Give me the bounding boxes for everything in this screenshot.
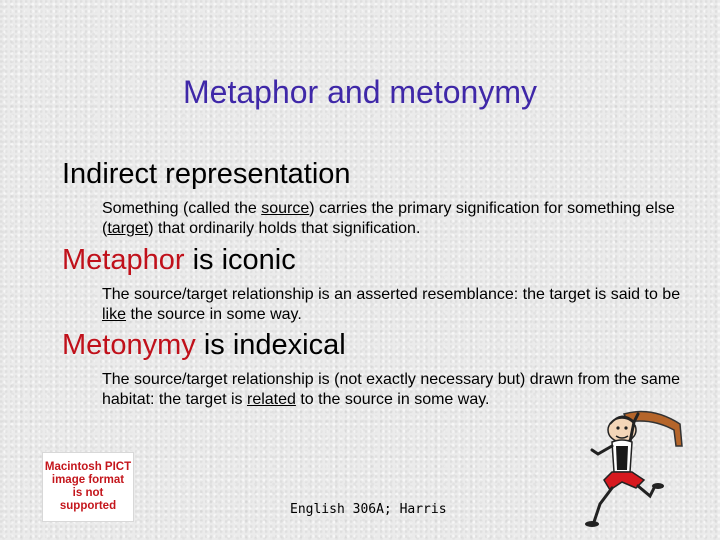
text-run: ) that ordinarily holds that signification. — [148, 220, 421, 237]
boomerang-man-icon — [572, 400, 692, 530]
unsupported-image-placeholder — [42, 452, 134, 522]
paragraph-metaphor — [102, 285, 692, 325]
underlined-word-like: like — [102, 306, 127, 323]
footer-credit: English 306A; Harris — [290, 502, 447, 517]
paragraph-indirect-representation — [102, 199, 692, 239]
heading-metonymy — [62, 329, 346, 362]
heading-text: Indirect representation — [62, 158, 351, 190]
text-run: the source in some way. — [126, 306, 302, 323]
underlined-word-source: source — [261, 200, 310, 217]
heading-text: is indexical — [195, 329, 346, 361]
text-run: Something (called the — [102, 200, 262, 217]
heading-text: is iconic — [184, 244, 296, 276]
underlined-word-target: target — [107, 220, 149, 237]
slide-title: Metaphor and metonymy — [183, 74, 537, 110]
text-run: The source/target relationship is an asserted resemblance: the target is said to be — [102, 286, 681, 303]
heading-accent: Metonymy — [62, 329, 196, 361]
heading-accent: Metaphor — [62, 244, 185, 276]
heading-metaphor — [62, 244, 296, 277]
placeholder-line: Macintosh PICT — [44, 461, 132, 473]
underlined-word-related: related — [246, 391, 296, 408]
placeholder-line: is not supported — [59, 487, 117, 512]
text-run: ) carries the primary signification for something else ( — [102, 200, 675, 237]
text-run: The source/target relationship is (not exactly necessary but) drawn from the same habitat: the target is — [102, 371, 681, 408]
text-run: to the source in some way. — [295, 391, 490, 408]
placeholder-line: image format — [51, 474, 125, 486]
heading-indirect-representation — [62, 158, 351, 191]
